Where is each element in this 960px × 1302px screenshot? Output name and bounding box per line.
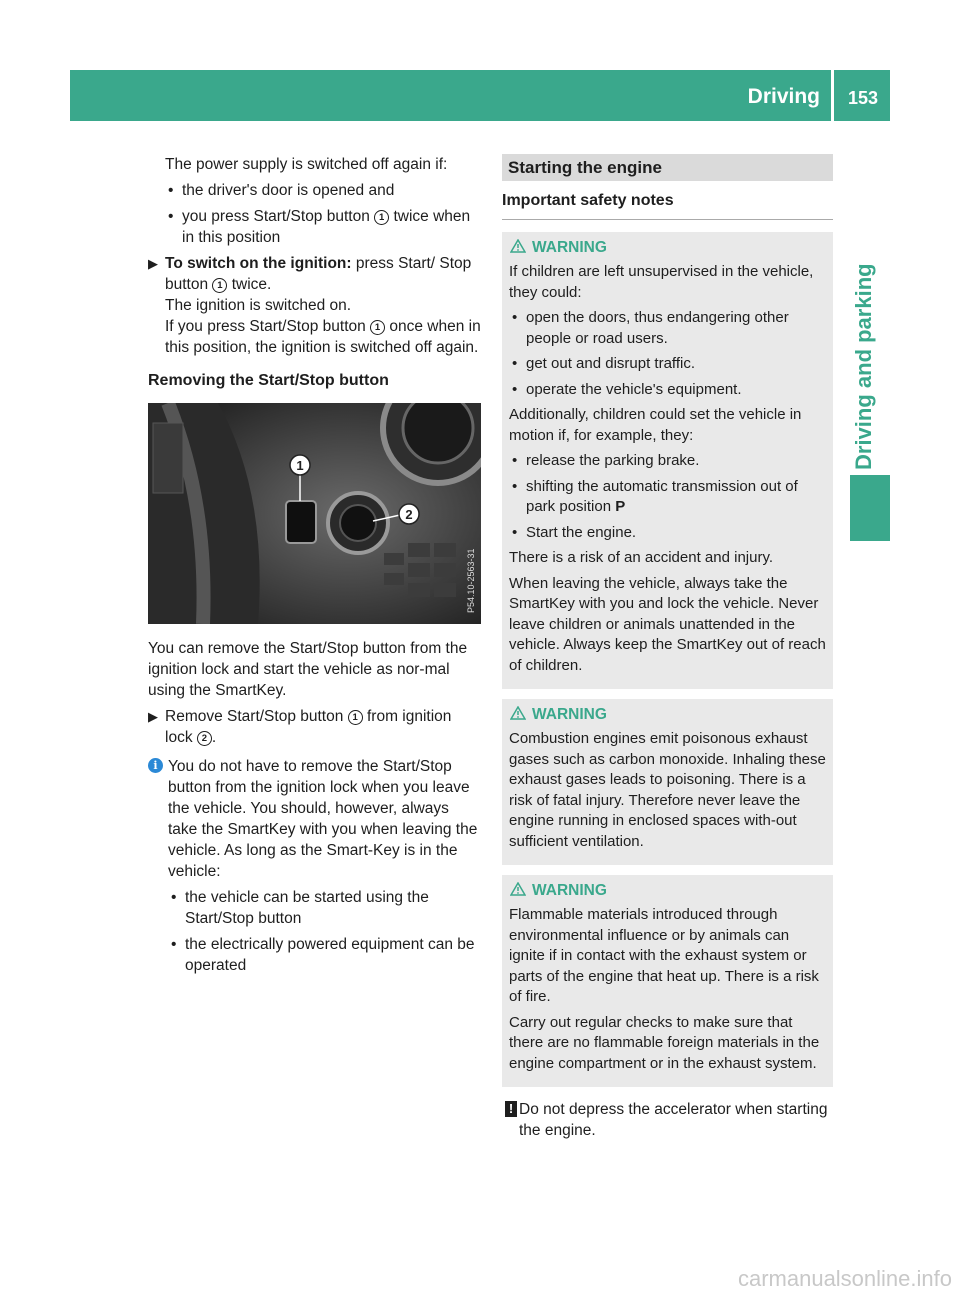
header-divider — [831, 70, 834, 121]
caution-note: ! Do not depress the accelerator when starting the engine. — [502, 1099, 833, 1141]
list-item: • operate the vehicle's equipment. — [509, 380, 827, 401]
exclamation-icon: ! — [505, 1101, 517, 1117]
subheading-safety: Important safety notes — [502, 190, 833, 220]
warning-triangle-icon — [510, 882, 526, 896]
photo-code: P54.10-2563-31 — [466, 548, 476, 613]
intro-list — [148, 180, 481, 248]
list-item: • open the doors, thus endangering other people or road users. — [509, 308, 827, 349]
page-header — [70, 70, 890, 121]
callout-1-label: 1 — [296, 458, 304, 473]
list-item: • shifting the automatic transmission out of park position P — [509, 477, 827, 518]
step-remove: ▶ Remove Start/Stop button 1 from ignition lock 2 . — [148, 708, 452, 746]
list-item: • you press Start/Stop button 1 twice when in this position — [165, 206, 481, 248]
callout-2-icon: 2 — [197, 731, 212, 746]
remove-text: You can remove the Start/Stop button from the ignition lock and start the vehicle as nor-mal using the SmartKey. — [148, 640, 468, 699]
list-item: • release the parking brake. — [509, 451, 827, 472]
step-arrow-icon: ▶ — [148, 256, 158, 271]
warning-title: WARNING — [509, 237, 827, 258]
callout-1-icon: 1 — [374, 210, 389, 225]
step-arrow-icon: ▶ — [148, 709, 158, 724]
warning-box-children: WARNING If children are left unsupervised in the vehicle, they could: • open the doors, thus endangering other people or road users. • get out and disrupt traffic. • operate the vehicle's equipment. Additionally, children could set the vehicle in motion if, for example, they: • release the parking brake. • shifting the automatic transmission out of park position P • Start the engine. There is a risk of an accident and injury. When leaving the vehicle, always take the SmartKey with you and lock the vehicle. Never leave children or animals unattended in the vehicle. Always keep the SmartKey out of reach of children. — [502, 232, 833, 689]
step-result: The ignition is switched on. — [165, 297, 352, 314]
step-switch-on: ▶ To switch on the ignition: press Start/ Stop button 1 twice. The ignition is switched on. If you press Start/Stop button 1 once when in this position, the ignition is switched off again. — [148, 255, 481, 356]
info-icon: i — [148, 758, 163, 773]
left-column — [148, 154, 481, 981]
section-tab-label: Driving and parking — [851, 263, 876, 470]
warning-triangle-icon — [510, 239, 526, 253]
callout-1-icon: 1 — [212, 278, 227, 293]
right-column — [502, 154, 833, 1141]
callout-1-icon: 1 — [348, 710, 363, 725]
list-item: • the driver's door is opened and — [165, 180, 481, 201]
watermark: carmanualsonline.info — [737, 1266, 952, 1291]
intro-text: The power supply is switched off again if: — [165, 156, 448, 173]
warning-title: WARNING — [509, 704, 827, 725]
chapter-title: Driving — [747, 85, 820, 108]
list-item: • get out and disrupt traffic. — [509, 354, 827, 375]
callout-2-label: 2 — [405, 507, 413, 522]
subheading-removing: Removing the Start/Stop button — [148, 372, 389, 389]
info-note: i You do not have to remove the Start/Stop button from the ignition lock when you leave the vehicle. You should, however, always take the SmartKey with you when leaving the vehicle. As long as the Smart-Key is in the vehicle: • the vehicle can be started using the Start/Stop button • the electrically powered equipment can be operated — [148, 756, 481, 976]
warning-triangle-icon — [510, 706, 526, 720]
list-item: • Start the engine. — [509, 523, 827, 544]
callout-1-icon: 1 — [370, 320, 385, 335]
warning-box-exhaust: WARNING Combustion engines emit poisonous exhaust gases such as carbon monoxide. Inhaling these exhaust gases leads to poisoning. There is a risk of fatal injury. Therefore never leave the engine running in enclosed spaces with-out sufficient ventilation. — [502, 699, 833, 865]
section-title: Starting the engine — [502, 154, 833, 181]
warning-title: WARNING — [509, 880, 827, 901]
list-item: • the vehicle can be started using the Start/Stop button — [168, 887, 481, 929]
section-tab-marker — [850, 475, 890, 541]
page-number: 153 — [847, 88, 879, 108]
ignition-photo — [148, 403, 481, 624]
list-item: • the electrically powered equipment can be operated — [168, 934, 481, 976]
warning-box-fire: WARNING Flammable materials introduced through environmental influence or by animals can ignite if in contact with the exhaust system or parts of the engine that heat up. There is a risk of fire. Carry out regular checks to make sure that there are no flammable foreign materials in the engine compartment or in the exhaust system. — [502, 875, 833, 1087]
